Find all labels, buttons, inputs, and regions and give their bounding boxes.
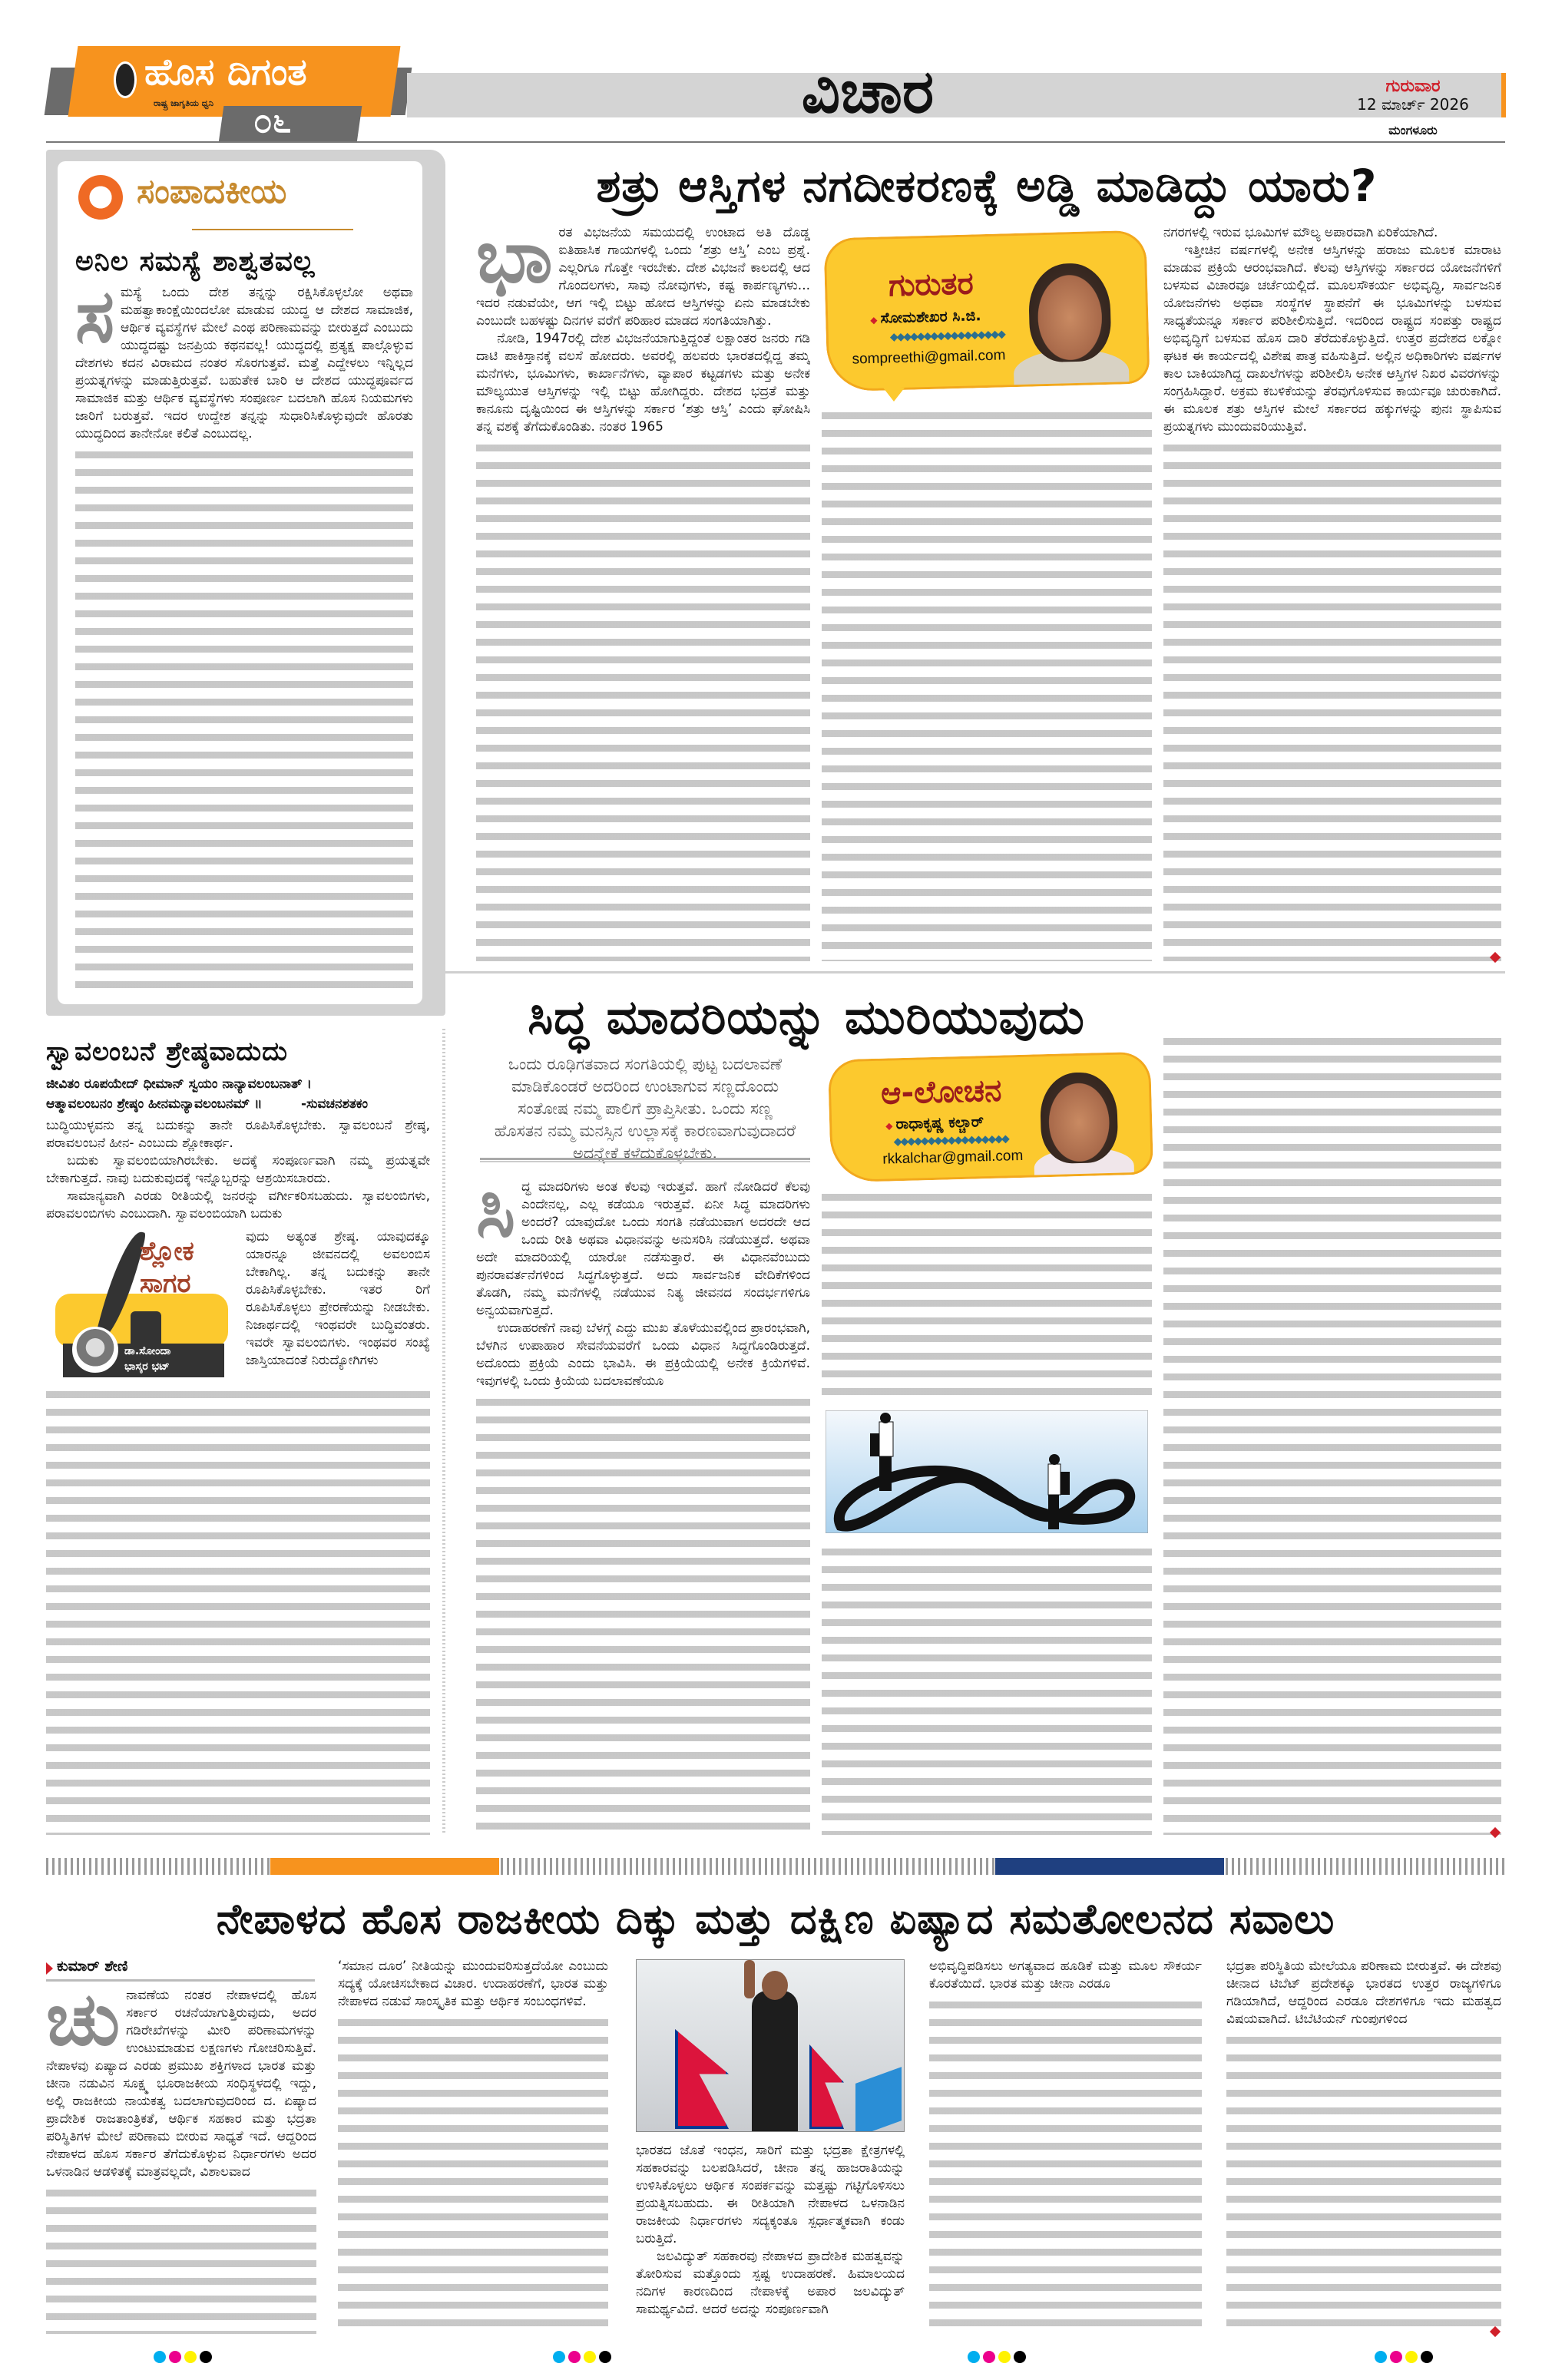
- drop-cap: ಚು: [46, 1987, 121, 2062]
- paragraph: [46, 1188, 430, 1223]
- paragraph: [46, 1152, 430, 1188]
- paragraph-text: ದ್ಧ ಮಾದರಿಗಳು ಅಂತ ಕೆಲವು ಇರುತ್ತವೆ. ಹಾಗೆ ನೋಡಿದರೆ ಕೆಲವು ಎಂದೇನಲ್ಲ, ಎಲ್ಲ ಕಡೆಯೂ ಇರುತ್ತವೆ. ಏನೀ ಸಿದ್ಧ ಮಾದರಿಗಳು ಅಂದರೆ? ಯಾವುದೋ ಒಂದು ಸಂಗತಿ ನಡೆಯುವಾಗ ಅದರದೇ ಆದ ಒಂದು ರೀತಿ ಅಥವಾ ವಿಧಾನವನ್ನು ಅನುಸರಿಸಿ ನಡೆಯುತ್ತದೆ. ಅಥವಾ ಅದೇ ಮಾದರಿಯಲ್ಲಿ ಯಾರೋ ನಡೆಸುತ್ತಾರೆ. ಈ ವಿಧಾನವೆಂಬುದು ಪುನರಾವರ್ತನೆಗಳಿಂದ ಸಿದ್ಧಗೊಳ್ಳುತ್ತದೆ. ಅದು ಸಾರ್ವಜನಿಕ ವೇದಿಕೆಗಳಿಂದ ತೊಡಗಿ, ನಮ್ಮ ಮನೆಗಳಲ್ಲಿ ನಡೆಯುವ ನಿತ್ಯ ಜೀವನದ ಸಂದರ್ಭಗಳಿಗೂ ಅನ್ವಯವಾಗುತ್ತದೆ.: [476, 1179, 810, 1318]
- paragraph-text: ಭಾರತದ ಜೊತೆ ಇಂಧನ, ಸಾರಿಗೆ ಮತ್ತು ಭದ್ರತಾ ಕ್ಷೇತ್ರಗಳಲ್ಲಿ ಸಹಕಾರವನ್ನು ಬಲಪಡಿಸಿದರೆ, ಚೀನಾ ತನ್ನ ಹಾಜರಾತಿಯನ್ನು ಉಳಿಸಿಕೊಳ್ಳಲು ಆರ್ಥಿಕ ಸಂಪರ್ಕವನ್ನು ಮತ್ತಷ್ಟು ಗಟ್ಟಿಗೊಳಿಸಲು ಪ್ರಯತ್ನಿಸಬಹುದು. ಈ ರೀತಿಯಾಗಿ ನೇಪಾಳದ ಒಳನಾಡಿನ ರಾಜಕೀಯ ನಿರ್ಧಾರಗಳು ಸದ್ಯಕ್ಕಂತೂ ಸ್ಪರ್ಧಾತ್ಮಕವಾಗಿ ಕಂಡು ಬರುತ್ತಿದೆ.: [636, 2143, 905, 2246]
- nepal-flag-icon: [809, 2044, 844, 2129]
- speaker-figure: [752, 1991, 798, 2132]
- article2-col2-top: [822, 1188, 1152, 1403]
- paragraph: [1163, 224, 1501, 242]
- blue-party-flag: [855, 2067, 902, 2132]
- columnist-name: ◆ ರಾಧಾಕೃಷ್ಣ ಕಲ್ಚಾರ್: [885, 1113, 984, 1132]
- text-continuation: [75, 446, 413, 998]
- day-label: ಗುರುವಾರ: [1385, 77, 1441, 96]
- registration-dot: [998, 2351, 1011, 2363]
- article2-headline: ಸಿದ್ಧ ಮಾದರಿಯನ್ನು ಮುರಿಯುವುದು: [528, 989, 1085, 1045]
- column-title: ಗುರುತರ: [888, 266, 975, 304]
- editorial-label: ಸಂಪಾದಕೀಯ: [137, 172, 287, 211]
- logo-name: ಹೊಸ ದಿಗಂತ: [144, 51, 307, 94]
- columnist-email: sompreethi@gmail.com: [852, 347, 1006, 368]
- registration-dot: [983, 2351, 995, 2363]
- paragraph: [1163, 242, 1501, 436]
- paragraph-text: ಉದಾಹರಣೆಗೆ ನಾವು ಬೆಳಗ್ಗೆ ಎದ್ದು ಮುಖ ತೊಳೆಯುವಲ್ಲಿಂದ ಪ್ರಾರಂಭವಾಗಿ, ಬೆಳಗಿನ ಉಪಾಹಾರ ಸೇವನೆಯವರೆಗೆ ಒಂದು ವಿಧಾನ ಸಿದ್ಧಗೊಂಡಿರುತ್ತದೆ. ಅದೊಂದು ಪ್ರಕ್ರಿಯೆ ಎಂದು ಭಾವಿಸಿ. ಈ ಪ್ರಕ್ರಿಯೆಯಲ್ಲಿ ಅನೇಕ ಕ್ರಿಯೆಗಳಿವೆ. ಇವುಗಳಲ್ಲಿ ಒಂದು ಕ್ರಿಯೆಯ ಬದಲಾವಣೆಯೂ: [476, 1321, 810, 1389]
- infinity-road-illustration: [826, 1410, 1148, 1533]
- registration-dot: [1405, 2351, 1418, 2363]
- columnist-portrait: [1027, 263, 1111, 363]
- columnist-portrait: [1040, 1072, 1119, 1165]
- registration-dot: [1390, 2351, 1402, 2363]
- paragraph-text: ಬದುಕು ಸ್ವಾವಲಂಬಿಯಾಗಿರಬೇಕು. ಅದಕ್ಕೆ ಸಂಪೂರ್ಣವಾಗಿ ನಮ್ಮ ಪ್ರಯತ್ನವೇ ಬೇಕಾಗುತ್ತದೆ. ನಾವು ಬದುಕುವುದಕ್ಕೆ ಇನ್ನೊಬ್ಬರನ್ನು ಆಶ್ರಯಿಸಬಾರದು.: [46, 1153, 430, 1186]
- article2-col2-bottom: [822, 1543, 1152, 1835]
- verse-line-1: ಜೀವಿತಂ ರೂಪಯೇದ್ ಧೀಮಾನ್ ಸ್ವಯಂ ನಾನ್ಯಾವಲಂಬನಾತ್ ।: [46, 1076, 312, 1092]
- date-label: 12 ಮಾರ್ಚ್ 2026: [1357, 95, 1469, 114]
- drop-cap: ಸಿ: [476, 1178, 515, 1254]
- text-continuation: [46, 1386, 430, 1835]
- ornament-divider: ◆◆◆◆◆◆◆◆◆◆◆◆◆◆◆◆◆: [893, 1132, 1009, 1149]
- article3-headline: ನೇಪಾಳದ ಹೊಸ ರಾಜಕೀಯ ದಿಕ್ಕು ಮತ್ತು ದಕ್ಷಿಣ ಏಷ್ಯಾದ ಸಮತೋಲನದ ಸವಾಲು: [216, 1895, 1335, 1943]
- box-pointer: [883, 388, 905, 402]
- registration-dot: [568, 2351, 581, 2363]
- text-continuation: [1226, 2031, 1501, 2334]
- shloka-body-top: [46, 1117, 430, 1225]
- registration-dot: [553, 2351, 565, 2363]
- registration-dot: [169, 2351, 181, 2363]
- raised-hand: [744, 1960, 755, 1998]
- masthead: [0, 0, 1542, 146]
- column-separator: [442, 1029, 445, 1835]
- section-divider: [445, 971, 1505, 973]
- header-rule: [46, 141, 1505, 143]
- registration-dot: [599, 2351, 611, 2363]
- shloka-sagar-badge: [48, 1228, 232, 1378]
- ornament-divider: ◆◆◆◆◆◆◆◆◆◆◆◆◆◆◆◆◆: [889, 328, 1005, 344]
- text-continuation: [822, 1543, 1152, 1835]
- article3-col2: [338, 1958, 608, 2334]
- shloka-body-side: [246, 1228, 430, 1382]
- section-title: ವಿಚಾರ: [801, 58, 935, 127]
- paragraph: [1226, 1958, 1501, 2028]
- paragraph: [476, 1178, 810, 1320]
- paragraph-text: ನಾವಣೆಯ ನಂತರ ನೇಪಾಳದಲ್ಲಿ ಹೊಸ ಸರ್ಕಾರ ರಚನೆಯಾಗುತ್ತಿರುವುದು, ಅದರ ಗಡಿರೇಖೆಗಳನ್ನು ಮೀರಿ ಪರಿಣಾಮಗಳನ್ನು ಉಂಟುಮಾಡುವ ಲಕ್ಷಣಗಳು ಗೋಚರಿಸುತ್ತಿವೆ. ನೇಪಾಳವು ಏಷ್ಯಾದ ಎರಡು ಪ್ರಮುಖ ಶಕ್ತಿಗಳಾದ ಭಾರತ ಮತ್ತು ಚೀನಾ ನಡುವಿನ ಸೂಕ್ಷ್ಮ ಭೂರಾಜಕೀಯ ಸಂಧಿಸ್ಥಳದಲ್ಲಿ ಇದ್ದು, ಅಲ್ಲಿ ರಾಜಕೀಯ ನಾಯಕತ್ವ ಬದಲಾಗುವುದರಿಂದ ದ. ಏಷ್ಯಾದ ಪ್ರಾದೇಶಿಕ ರಾಜತಾಂತ್ರಿಕತೆ, ಆರ್ಥಿಕ ಸಹಕಾರ ಮತ್ತು ಭದ್ರತಾ ಪರಿಸ್ಥಿತಿಗಳ ಮೇಲೆ ಪರಿಣಾಮ ಬೀರುವ ಸಾಧ್ಯತೆ ಇದೆ. ಆದ್ದರಿಂದ ನೇಪಾಳದ ಹೊಸ ಸರ್ಕಾರ ತೆಗೆದುಕೊಳ್ಳುವ ನಿರ್ಧಾರಗಳು ಅದರ ಒಳನಾಡಿನ ಆಡಳಿತಕ್ಕೆ ಮಾತ್ರವಲ್ಲದೇ, ವಿಶಾಲವಾದ: [46, 1988, 316, 2180]
- byline: ಕುಮಾರ್ ಶೇಣಿ: [57, 1958, 128, 1975]
- paragraph: [476, 1320, 810, 1390]
- registration-dot: [184, 2351, 197, 2363]
- verse-line-2: ಆತ್ಮಾವಲಂಬನಂ ಶ್ರೇಷ್ಠಂ ಹೀನಮನ್ಯಾವಲಂಬನಮ್ ॥: [46, 1096, 263, 1112]
- paragraph: [46, 1117, 430, 1152]
- article3-col5: [1226, 1958, 1501, 2334]
- text-continuation: [1163, 439, 1501, 961]
- paragraph-text: ನೋಡಿ, 1947ರಲ್ಲಿ ದೇಶ ವಿಭಜನೆಯಾಗುತ್ತಿದ್ದಂತೆ ಲಕ್ಷಾಂತರ ಜನರು ಗಡಿ ದಾಟಿ ಪಾಕಿಸ್ತಾನಕ್ಕೆ ವಲಸೆ ಹೋದರು. ಅವರಲ್ಲಿ ಹಲವರು ಭಾರತದಲ್ಲಿದ್ದ ತಮ್ಮ ಮನೆಗಳು, ಭೂಮಿಗಳು, ಕಾರ್ಖಾನೆಗಳು, ವ್ಯಾಪಾರ ಕಟ್ಟಡಗಳು ಮತ್ತು ಅನೇಕ ಮೌಲ್ಯಯುತ ಆಸ್ತಿಗಳನ್ನು ಇಲ್ಲಿ ಬಿಟ್ಟು ಹೋಗಿದ್ದರು. ದೇಶದ ಭದ್ರತೆ ಮತ್ತು ಕಾನೂನು ದೃಷ್ಟಿಯಿಂದ ಈ ಆಸ್ತಿಗಳನ್ನು ಸರ್ಕಾರ ‘ಶತ್ರು ಆಸ್ತಿ’ ಎಂದು ಘೋಷಿಸಿ ತನ್ನ ವಶಕ್ಕೆ ತೆಗೆದುಕೊಂಡಿತು. ನಂತರ 1965: [476, 331, 810, 435]
- registration-dot: [1421, 2351, 1433, 2363]
- speaker-head: [762, 1971, 788, 2000]
- paragraph: [476, 330, 810, 436]
- editorial-headline: ಅನಿಲ ಸಮಸ್ಯೆ ಶಾಶ್ವತವಲ್ಲ: [75, 246, 316, 277]
- nepal-rally-photo: [636, 1959, 905, 2132]
- article3-col3: [636, 2142, 905, 2334]
- edition-label: ಮಂಗಳೂರು: [1388, 123, 1438, 137]
- editorial-body: [75, 284, 413, 998]
- date-right-bar: [1501, 73, 1506, 117]
- drop-cap: ಸ: [75, 284, 114, 359]
- column-title-line2: ಸಾಗರ: [140, 1268, 191, 1299]
- columnist-email: rkkalchar@gmail.com: [882, 1147, 1024, 1168]
- text-continuation: [338, 2014, 608, 2334]
- paragraph: [338, 1958, 608, 2011]
- article1-col2: [822, 407, 1152, 961]
- columnist-box-gurutara: [823, 230, 1150, 392]
- paragraph: [929, 1958, 1202, 1993]
- paragraph-text: ರತ ವಿಭಜನೆಯ ಸಮಯದಲ್ಲಿ ಉಂಟಾದ ಅತಿ ದೊಡ್ಡ ಐತಿಹಾಸಿಕ ಗಾಯಗಳಲ್ಲಿ ಒಂದು ‘ಶತ್ರು ಆಸ್ತಿ’ ಎಂಬ ಪ್ರಶ್ನೆ. ಎಲ್ಲರಿಗೂ ಗೊತ್ತೇ ಇರಬೇಕು. ದೇಶ ವಿಭಜನೆ ಕಾಲದಲ್ಲಿ ಆದ ಗೊಂದಲಗಳು, ಸಾವು ನೋವುಗಳು, ಕಷ್ಟ ಕಾರ್ಪಣ್ಯಗಳು... ಇದರ ನಡುವೆಯೇ, ಆಗ ಇಲ್ಲಿ ಬಿಟ್ಟು ಹೋದ ಆಸ್ತಿಗಳನ್ನು ಏನು ಮಾಡಬೇಕು ಎಂಬುದೇ ಬಹಳಷ್ಟು ದಿನಗಳ ವರೆಗೆ ಪರಿಹಾರ ಮಾಡದ ಸಂಗತಿಯಾಗಿತ್ತು.: [476, 225, 810, 329]
- verse-source: -ಸುವಚನಶತಕಂ: [301, 1096, 368, 1112]
- paragraph-text: ಜಲವಿದ್ಯುತ್ ಸಹಕಾರವು ನೇಪಾಳದ ಪ್ರಾದೇಶಿಕ ಮಹತ್ವವನ್ನು ತೋರಿಸುವ ಮತ್ತೊಂದು ಸ್ಪಷ್ಟ ಉದಾಹರಣೆ. ಹಿಮಾಲಯದ ನದಿಗಳ ಕಾರಣದಿಂದ ನೇಪಾಳಕ್ಕೆ ಅಪಾರ ಜಲವಿದ್ಯುತ್ ಸಾಮರ್ಥ್ಯವಿದೆ. ಆದರೆ ಅದನ್ನು ಸಂಪೂರ್ಣವಾಗಿ: [636, 2249, 905, 2317]
- article1-col1: [476, 224, 810, 961]
- article1-headline: ಶತ್ರು ಆಸ್ತಿಗಳ ನಗದೀಕರಣಕ್ಕೆ ಅಡ್ಡಿ ಮಾಡಿದ್ದು ಯಾರು?: [596, 160, 1378, 212]
- article1-col3: [1163, 224, 1501, 961]
- paragraph: ವುದು ಅತ್ಯಂತ ಶ್ರೇಷ್ಠ. ಯಾವುದಕ್ಕೂ ಯಾರನ್ನೂ ಜೀವನದಲ್ಲಿ ಅವಲಂಬಿಸ ಬೇಕಾಗಿಲ್ಲ. ತನ್ನ ಬದುಕನ್ನು ತಾನೇ ರೂಪಿಸಿಕೊಳ್ಳಬೇಕು. ಇತರ ರಿಗೆ ರೂಪಿಸಿಕೊಳ್ಳಲು ಪ್ರೇರಣೆಯನ್ನು ನೀಡಬೇಕು. ನಿಜಾರ್ಥದಲ್ಲಿ ಇಂಥವರೇ ಬುದ್ಧಿವಂತರು. ಇವರೇ ಸ್ವಾವಲಂಬಿಗಳು. ಇಂಥವರ ಸಂಖ್ಯೆ ಜಾಸ್ತಿಯಾದಂತೆ ನಿರುದ್ಯೋಗಿಗಳು: [246, 1229, 430, 1368]
- paragraph: [476, 224, 810, 330]
- column-title: ಆ-ಲೋಚನ: [880, 1073, 1002, 1112]
- column-title-line1: ಶ್ಲೋಕ: [140, 1236, 194, 1267]
- shloka-body-bottom: [46, 1386, 430, 1835]
- text-continuation: [46, 2184, 316, 2334]
- drop-cap: ಭಾ: [476, 224, 553, 299]
- section-strip: [46, 1858, 1505, 1875]
- label-ornament: [192, 229, 353, 230]
- article2-col3: [1163, 1033, 1501, 1835]
- strip-orange-block: [270, 1858, 499, 1875]
- columnist-box-alochana: [828, 1052, 1153, 1183]
- logo-tagline: ರಾಷ್ಟ್ರ ಜಾಗೃತಿಯ ಧ್ವನಿ: [154, 98, 213, 108]
- paragraph-text: ಸಾಮಾನ್ಯವಾಗಿ ಎರಡು ರೀತಿಯಲ್ಲಿ ಜನರನ್ನು ವರ್ಗೀಕರಿಸಬಹುದು. ಸ್ವಾವಲಂಬಿಗಳು, ಪರಾವಲಂಬಿಗಳು ಎಂಬುದಾಗಿ. ಸ್ವಾವಲಂಬಿಯಾಗಿ ಬದುಕು: [46, 1188, 430, 1221]
- paragraph: [75, 284, 413, 443]
- paragraph: [636, 2248, 905, 2319]
- byline-arrow-icon: [46, 1962, 53, 1975]
- columnist-name: ◆ ಸೋಮಶೇಖರ ಸಿ.ಜಿ.: [870, 307, 981, 327]
- registration-dot: [1375, 2351, 1387, 2363]
- article2-col1: [476, 1178, 810, 1835]
- registration-dot: [968, 2351, 980, 2363]
- registration-dot: [584, 2351, 596, 2363]
- paragraph-text: ಭದ್ರತಾ ಪರಿಸ್ಥಿತಿಯ ಮೇಲೆಯೂ ಪರಿಣಾಮ ಬೀರುತ್ತವೆ. ಈ ದೇಶವು ಚೀನಾದ ಟಿಬೆಟ್ ಪ್ರದೇಶಕ್ಕೂ ಭಾರತದ ಉತ್ತರ ರಾಜ್ಯಗಳಿಗೂ ಗಡಿಯಾಗಿದೆ, ಆದ್ದರಿಂದ ಎರಡೂ ದೇಶಗಳಿಗೂ ಇದು ಮಹತ್ವದ ವಿಷಯವಾಗಿದೆ. ಟಿಬೆಟಿಯನ್ ಗುಂಪುಗಳಿಂದ: [1226, 1959, 1501, 2027]
- editorial-emblem-icon: [78, 175, 123, 220]
- registration-dot: [200, 2351, 212, 2363]
- pull-quote-rule: [480, 1158, 810, 1162]
- text-continuation: [476, 439, 810, 961]
- article3-col1: [46, 1987, 316, 2334]
- text-continuation: [1163, 1033, 1501, 1835]
- registration-dot: [154, 2351, 166, 2363]
- ink-pot-icon: [131, 1311, 161, 1345]
- paragraph-text: ‘ಸಮಾನ ದೂರ’ ನೀತಿಯನ್ನು ಮುಂದುವರಿಸುತ್ತದೆಯೋ ಎಂಬುದು ಸದ್ಯಕ್ಕೆ ಯೋಚಿಸಬೇಕಾದ ವಿಚಾರ. ಉದಾಹರಣೆಗೆ, ಭಾರತ ಮತ್ತು ನೇಪಾಳದ ನಡುವೆ ಸಾಂಸ್ಕೃತಿಕ ಮತ್ತು ಆರ್ಥಿಕ ಸಂಬಂಧಗಳಿವೆ.: [338, 1959, 608, 2009]
- paragraph-text: ಅಭಿವೃದ್ಧಿಪಡಿಸಲು ಅಗತ್ಯವಾದ ಹೂಡಿಕೆ ಮತ್ತು ಮೂಲ ಸೌಕರ್ಯ ಕೊರತೆಯಿದೆ. ಭಾರತ ಮತ್ತು ಚೀನಾ ಎರಡೂ: [929, 1959, 1202, 1992]
- page-number: ೦೬: [253, 101, 292, 140]
- paragraph: [636, 2142, 905, 2248]
- byline-rule: [46, 1979, 315, 1982]
- paragraph-text: ಬುದ್ಧಿಯುಳ್ಳವನು ತನ್ನ ಬದುಕನ್ನು ತಾನೇ ರೂಪಿಸಿಕೊಳ್ಳಬೇಕು. ಸ್ವಾವಲಂಬನೆ ಶ್ರೇಷ್ಠ, ಪರಾವಲಂಬನೆ ಹೀನ- ಎಂಬುದು ಶ್ಲೋಕಾರ್ಥ.: [46, 1118, 430, 1151]
- text-continuation: [476, 1393, 810, 1835]
- text-continuation: [929, 1996, 1202, 2334]
- columnist-portrait: [72, 1327, 118, 1373]
- registration-dot: [1014, 2351, 1026, 2363]
- columnist-name-line2: ಭಾಸ್ಕರ ಭಟ್: [124, 1360, 170, 1373]
- text-continuation: [822, 407, 1152, 961]
- logo-emblem-icon: [114, 61, 137, 98]
- text-continuation: [822, 1188, 1152, 1403]
- paragraph: [46, 1987, 316, 2181]
- columnist-name-line1: ಡಾ.ಸೋಂದಾ: [124, 1345, 171, 1357]
- article3-col4: [929, 1958, 1202, 2334]
- shloka-headline: ಸ್ವಾವಲಂಬನೆ ಶ್ರೇಷ್ಠವಾದುದು: [46, 1036, 288, 1067]
- paragraph-text: ಮಸ್ಯೆ ಒಂದು ದೇಶ ತನ್ನನ್ನು ರಕ್ಷಿಸಿಕೊಳ್ಳಲೋ ಅಥವಾ ಮಹತ್ವಾಕಾಂಕ್ಷೆಯಿಂದಲೋ ಮಾಡುವ ಯುದ್ಧ ಆ ದೇಶದ ಸಾಮಾಜಿಕ, ಆರ್ಥಿಕ ವ್ಯವಸ್ಥೆಗಳ ಮೇಲೆ ಎಂಥ ಪರಿಣಾಮವನ್ನು ಬೀರುತ್ತದೆ ಎಂಬುದು ಯುದ್ಧದಷ್ಟು ಜನಪ್ರಿಯ ಕಥನವಲ್ಲ! ಯುದ್ಧದಲ್ಲಿ ಪ್ರತ್ಯಕ್ಷ ಪಾಲ್ಗೊಳ್ಳುವ ದೇಶಗಳು ಕದನ ವಿರಾಮದ ನಂತರ ಸೊರಗುತ್ತವೆ. ಮತ್ತೆ ಎದ್ದೇಳಲು ಇನ್ನಿಲ್ಲದ ಪ್ರಯತ್ನಗಳನ್ನು ಮಾಡುತ್ತಿರುತ್ತವೆ. ಬಹುತೇಕ ಬಾರಿ ಆ ದೇಶದ ಯುದ್ಧಪೂರ್ವದ ಸಾಮಾಜಿಕ ಮತ್ತು ಆರ್ಥಿಕ ವ್ಯವಸ್ಥೆಗಳು ಸಂಪೂರ್ಣ ಬದಲಾಗಿ ಹೊಸ ನಿಯಮಗಳು ಜಾರಿಗೆ ಬರುತ್ತವೆ. ಇದರ ಉದ್ದೇಶ ತನ್ನನ್ನು ಸುಧಾರಿಸಿಕೊಳ್ಳುವುದೇ ಹೊರತು ಯುದ್ಧದಿಂದ ತಾನೇನೋ ಕಲಿತೆ ಎಂಬುದಲ್ಲ.: [75, 285, 413, 441]
- paragraph-text: ಇತ್ತೀಚಿನ ವರ್ಷಗಳಲ್ಲಿ ಅನೇಕ ಆಸ್ತಿಗಳನ್ನು ಹರಾಜು ಮೂಲಕ ಮಾರಾಟ ಮಾಡುವ ಪ್ರಕ್ರಿಯೆ ಆರಂಭವಾಗಿದೆ. ಕೆಲವು ಆಸ್ತಿಗಳನ್ನು ಸರ್ಕಾರದ ಯೋಜನೆಗಳಿಗೆ ಬಳಸುವ ವಿಚಾರವೂ ಚರ್ಚೆಯಲ್ಲಿದೆ. ಮೂಲಸೌಕರ್ಯ ಅಭಿವೃದ್ಧಿ, ಸಾರ್ವಜನಿಕ ಯೋಜನೆಗಳು ಅಥವಾ ಸಂಸ್ಥೆಗಳ ಸ್ಥಾಪನೆಗೆ ಈ ಭೂಮಿಗಳನ್ನು ಬಳಸುವ ಸಾಧ್ಯತೆಯನ್ನೂ ಸರ್ಕಾರ ಪರಿಶೀಲಿಸುತ್ತಿದೆ. ಇದರಿಂದ ರಾಷ್ಟ್ರದ ಸಂಪತ್ತು ರಾಷ್ಟ್ರದ ಅಭಿವೃದ್ಧಿಗೆ ಬಳಸುವ ಹೊಸ ದಾರಿ ತೆರೆದುಕೊಳ್ಳುತ್ತಿದೆ. ಉತ್ತರ ಪ್ರದೇಶದ ಲಕ್ನೋ ಘಟಕ ಈ ಕಾರ್ಯದಲ್ಲಿ ವಿಶೇಷ ಪಾತ್ರ ವಹಿಸುತ್ತಿದೆ. ಅಲ್ಲಿನ ಅಧಿಕಾರಿಗಳು ವರ್ಷಗಳ ಕಾಲ ಬಾಕಿಯಾಗಿದ್ದ ದಾಖಲೆಗಳನ್ನು ಪರಿಶೀಲಿಸಿ ಅನೇಕ ಆಸ್ತಿಗಳ ನಿಖರ ವಿವರಗಳನ್ನು ಸಂಗ್ರಹಿಸಿದ್ದಾರೆ. ಅಕ್ರಮ ಕಬಳಿಕೆಯನ್ನು ತೆರವುಗೊಳಿಸುವ ಕಾರ್ಯವೂ ಚುರುಕಾಗಿದೆ. ಈ ಮೂಲಕ ಶತ್ರು ಆಸ್ತಿಗಳ ಮೇಲೆ ಸರ್ಕಾರದ ಹಕ್ಕುಗಳನ್ನು ಪುನಃ ಸ್ಥಾಪಿಸುವ ಪ್ರಯತ್ನಗಳು ಮುಂದುವರಿಯುತ್ತಿವೆ.: [1163, 243, 1501, 435]
- paragraph-text: ನಗರಗಳಲ್ಲಿ ಇರುವ ಭೂಮಿಗಳ ಮೌಲ್ಯ ಅಪಾರವಾಗಿ ಏರಿಕೆಯಾಗಿದೆ.: [1163, 225, 1438, 240]
- nepal-flag-icon: [675, 2029, 729, 2129]
- pull-quote: ಒಂದು ರೂಢಿಗತವಾದ ಸಂಗತಿಯಲ್ಲಿ ಪುಟ್ಟ ಬದಲಾವಣೆ ಮಾಡಿಕೊಂಡರೆ ಅದರಿಂದ ಉಂಟಾಗುವ ಸಣ್ಣದೊಂದು ಸಂತೋಷ ನಮ್ಮ ಪಾಲಿಗೆ ಪ್ರಾಪ್ತಿಸೀತು. ಒಂದು ಸಣ್ಣ ಹೊಸತನ ನಮ್ಮ ಮನಸ್ಸಿನ ಉಲ್ಲಾಸಕ್ಕೆ ಕಾರಣವಾಗುವುದಾದರೆ ಅದನ್ನೇಕೆ ಕಳೆದುಕೊಳ್ಳಬೇಕು.: [494, 1055, 796, 1162]
- strip-blue-block: [995, 1858, 1224, 1875]
